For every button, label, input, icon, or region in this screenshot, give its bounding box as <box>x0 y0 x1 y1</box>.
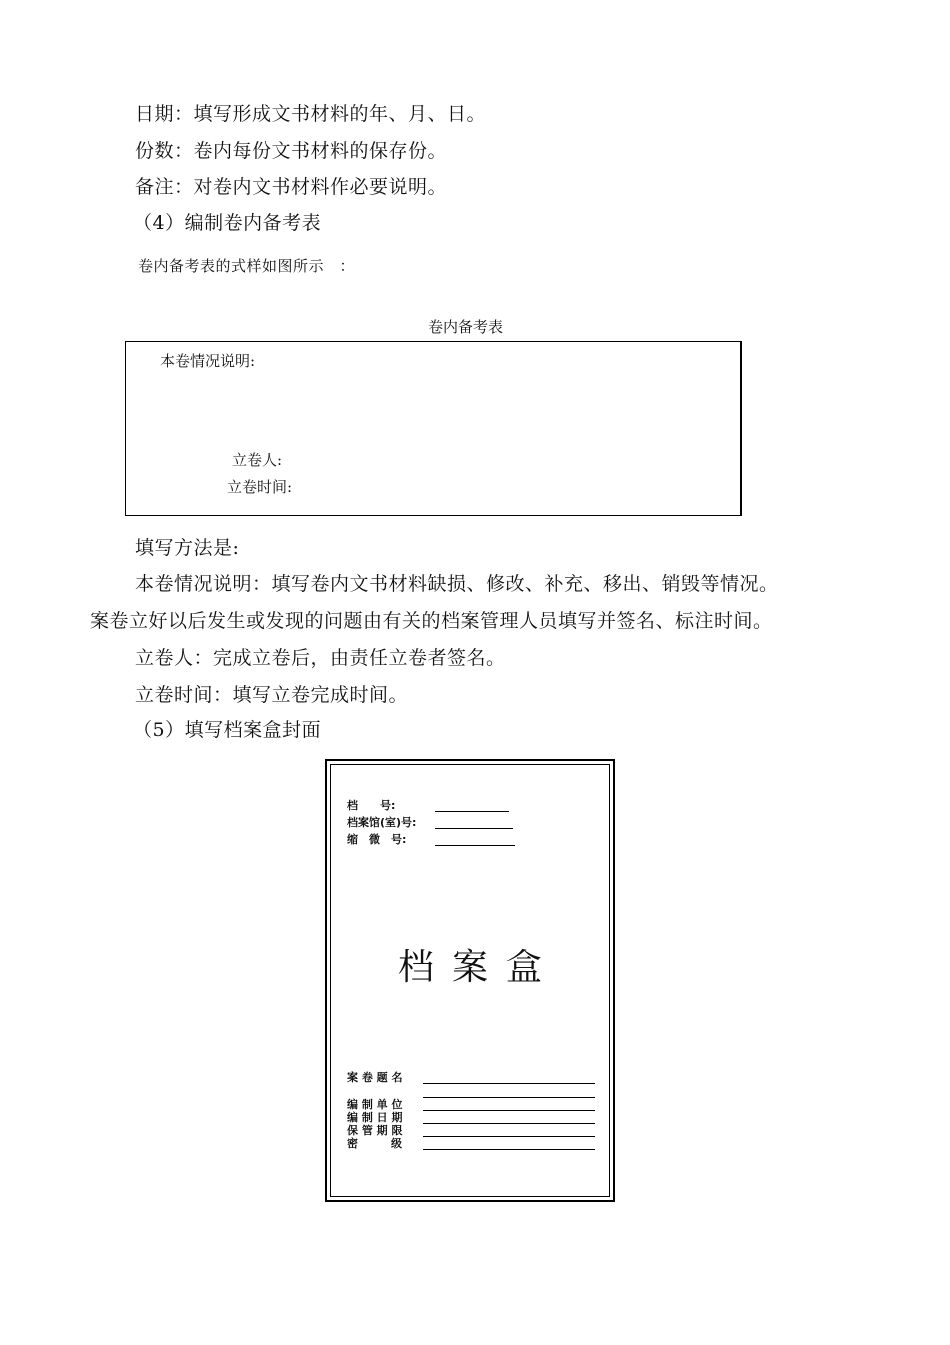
compiling-date-label: 编 制 日 期 <box>347 1111 403 1124</box>
archive-box-inner-frame <box>330 764 610 1197</box>
archive-box-title: 档案盒 <box>397 947 560 988</box>
creator-method: 立卷人：完成立卷后，由责任立卷者签名。 <box>135 647 506 669</box>
archive-box-cover <box>325 759 615 1202</box>
notes-table-caption: 卷内备考表 <box>428 318 504 336</box>
creator-label: 立卷人: <box>232 451 283 469</box>
copies-description: 份数：卷内每份文书材料的保存份。 <box>135 140 448 162</box>
filing-date-label: 立卷时间: <box>227 478 293 496</box>
compiling-unit-label: 编 制 单 位 <box>347 1098 403 1111</box>
situation-label: 本卷情况说明: <box>160 352 256 370</box>
microfilm-number-line <box>435 845 515 846</box>
secrecy-level-line <box>423 1149 595 1150</box>
file-title-label: 案 卷 题 名 <box>347 1071 403 1084</box>
file-title-line <box>423 1083 595 1084</box>
method-heading: 填写方法是: <box>135 537 240 559</box>
retention-period-label: 保 管 期 限 <box>347 1124 403 1137</box>
date-method: 立卷时间：填写立卷完成时间。 <box>135 684 409 706</box>
compiling-date-line <box>423 1123 595 1124</box>
archive-number-line <box>435 811 509 812</box>
situation-method-2: 案卷立好以后发生或发现的问题由有关的档案管理人员填写并签名、标注时间。 <box>90 610 773 632</box>
archive-office-number-line <box>435 828 513 829</box>
situation-method-1: 本卷情况说明：填写卷内文书材料缺损、修改、补充、移出、销毁等情况。 <box>135 573 779 595</box>
notes-table <box>125 341 742 516</box>
step-4-heading: （4）编制卷内备考表 <box>133 212 322 234</box>
remarks-description: 备注：对卷内文书材料作必要说明。 <box>135 176 448 198</box>
compiling-unit-line-2 <box>423 1110 595 1111</box>
secrecy-level-label: 密 级 <box>347 1137 402 1150</box>
compiling-unit-line <box>423 1097 595 1098</box>
retention-period-line <box>423 1136 595 1137</box>
microfilm-number-label: 缩 微 号: <box>347 833 407 846</box>
archive-number-label: 档 号: <box>347 799 396 812</box>
archive-office-number-label: 档案馆(室)号: <box>347 816 417 829</box>
sample-note: 卷内备考表的式样如图所示 ： <box>138 257 356 275</box>
step-5-heading: （5）填写档案盒封面 <box>133 719 322 741</box>
date-description: 日期：填写形成文书材料的年、月、日。 <box>135 103 487 125</box>
